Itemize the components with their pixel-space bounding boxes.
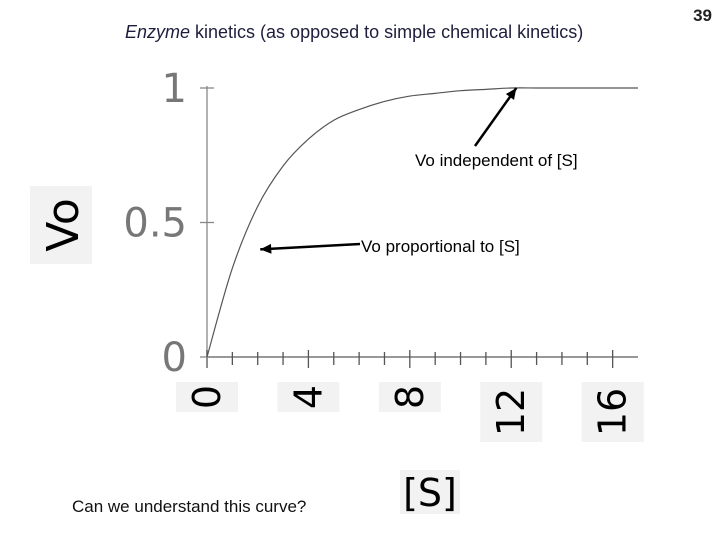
x-tick-label: 8 bbox=[387, 384, 432, 410]
x-tick-label: 0 bbox=[185, 384, 229, 410]
annotation-arrow-line bbox=[260, 244, 360, 249]
slide-number: 39 bbox=[693, 6, 712, 25]
slide-title-rest: kinetics (as opposed to simple chemical kinetics) bbox=[190, 22, 584, 42]
x-axis-label: [S] bbox=[403, 471, 457, 515]
annotations bbox=[260, 88, 577, 256]
x-tick-label: 12 bbox=[489, 387, 534, 437]
question-text: Can we understand this curve? bbox=[72, 497, 307, 516]
slide-title-italic: Enzyme bbox=[125, 22, 191, 42]
annotation-text: Vo proportional to [S] bbox=[361, 237, 520, 256]
annotation-arrow-head bbox=[260, 244, 271, 254]
y-tick-label: 0 bbox=[161, 335, 187, 381]
annotation-text: Vo independent of [S] bbox=[415, 151, 578, 170]
annotation-arrow-head bbox=[506, 88, 516, 100]
x-tick-label: 16 bbox=[590, 387, 635, 437]
series-line-0 bbox=[207, 88, 638, 357]
x-tick-label: 4 bbox=[286, 384, 331, 410]
y-axis-label: Vo bbox=[38, 198, 89, 252]
axes bbox=[200, 86, 638, 368]
series-layer bbox=[207, 88, 638, 357]
axis-labels bbox=[30, 66, 644, 515]
y-tick-label: 1 bbox=[161, 66, 187, 112]
y-tick-label: 0.5 bbox=[123, 200, 187, 247]
